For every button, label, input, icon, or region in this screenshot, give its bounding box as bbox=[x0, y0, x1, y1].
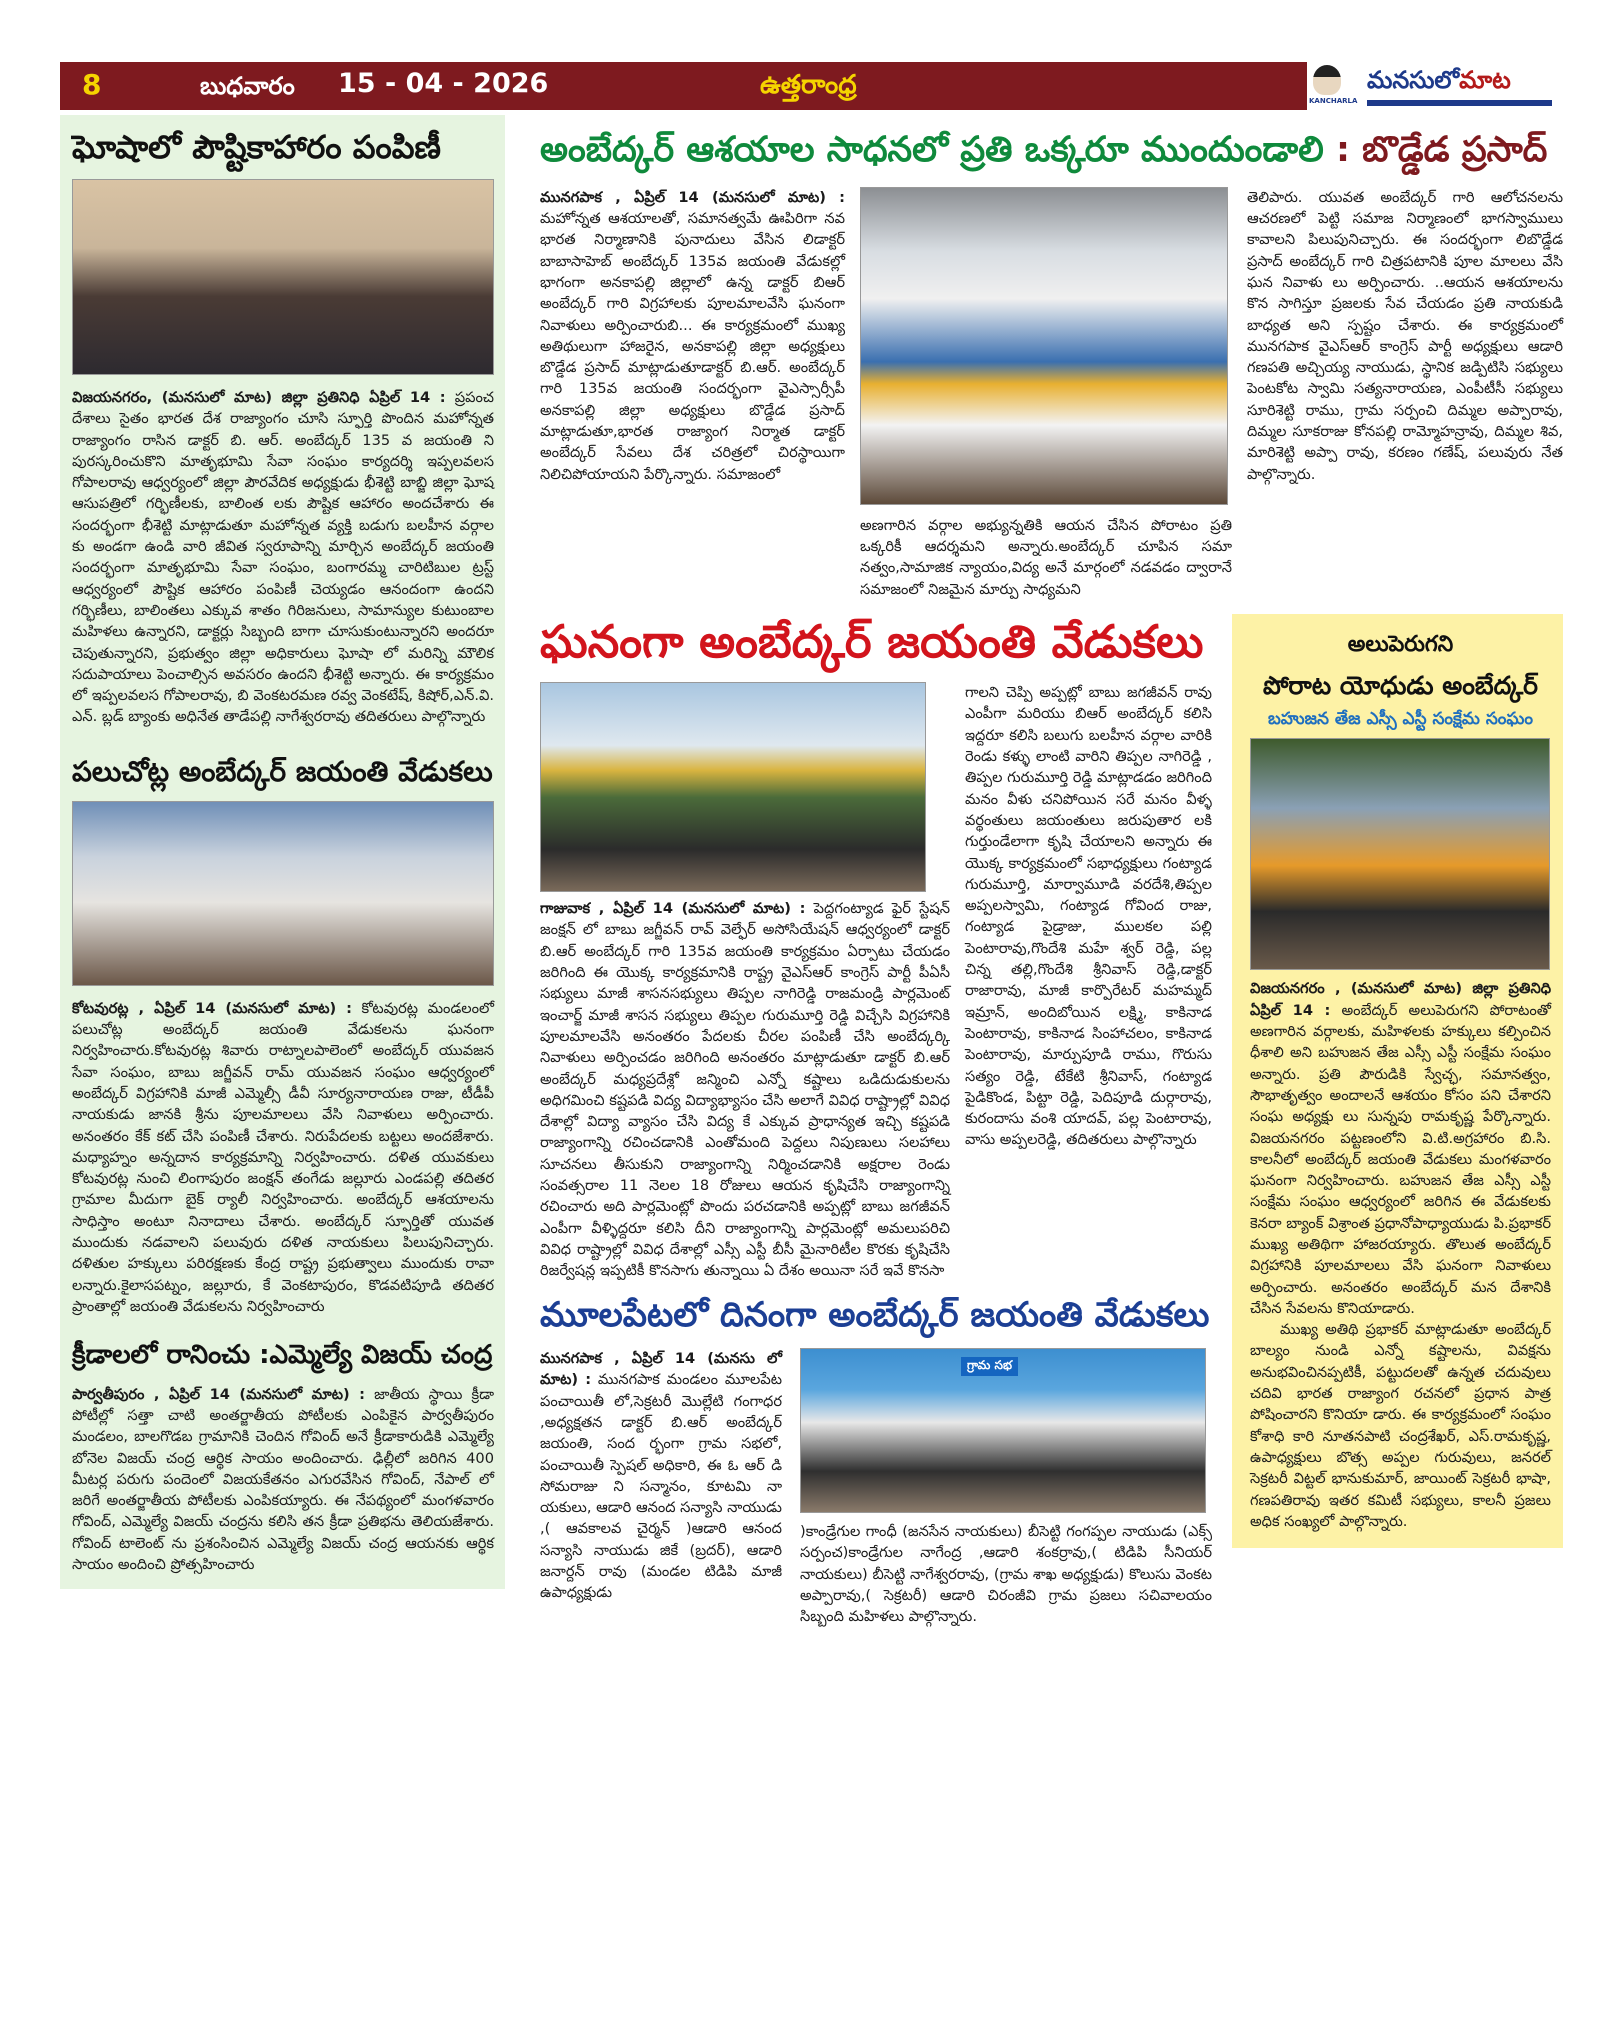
dateline: గాజువాక , ఏప్రిల్ 14 (మనసులో మాట) : bbox=[540, 900, 806, 918]
box-subtitle: బహుజన తేజ ఎస్సీ ఎస్టీ సంక్షేమ సంఘం bbox=[1268, 709, 1533, 730]
lead-headline bbox=[540, 129, 1563, 173]
lead-article bbox=[540, 187, 1563, 600]
article-body: మునగపాక మండలం మూలపేట పంచాయితీ లో,సెక్రటరీ మొల్లేటి గంగాధర ,అధ్యక్షతన డాక్టర్ బి.ఆర్ అంబేద్కర్ జయంతి, సంద ర్భంగా గ్రామ సభలో, పంచాయితీ స్పెషల్ అధికారి, ఈ ఓ ఆర్ డి సోమరాజు ని సన్మానం, కూటమి నా యకులు, ఆడారి ఆనంద సన్యాసి నాయుడు ,( ఆవకాలవ చైర్మన్ )ఆడారి ఆనంద సన్యాసి నాయుడు జికే (బ్రదర్), ఆడారి జనార్దన్ రావు (మండల టిడిపి మాజీ ఉపాధ్యక్షుడు bbox=[540, 1371, 782, 1602]
lead-headline-tail: : బొడ్డేడ ప్రసాద్ bbox=[1335, 130, 1548, 170]
box-title-line1: అలుపెరుగని bbox=[1347, 631, 1454, 657]
dateline: పార్వతీపురం , ఏప్రిల్ 14 (మనసులో మాట) : bbox=[72, 1385, 366, 1403]
photo-cake-cutting bbox=[72, 801, 494, 986]
box-title-line2: పోరాట యోధుడు అంబేద్కర్ bbox=[1262, 670, 1538, 700]
lead-headline-main: అంబేద్కర్ ఆశయాల సాధనలో ప్రతి ఒక్కరూ ముందుండాలి bbox=[540, 130, 1324, 170]
headline-sports: క్రీడాలలో రానించు :ఎమ్మెల్యే విజయ్ చంద్ర bbox=[72, 1340, 493, 1371]
third-article-right: )కాండ్రేగుల గాంధీ (జనసేన నాయకులు) బీసెట్టి గంగప్పల నాయుడు (ఎక్స్ సర్పంచ)కాండ్రేగుల నాగేంద్ర ,ఆడారి శంకర్రావు,( టిడిపి సీనియర్ నాయకులు) బీసెట్టి నాగేశ్వరరావు, (గ్రామ శాఖ అధ్యక్షుడు) కొలుసు వెంకట అప్పారావు,( సెక్రటరీ) ఆడారి చిరంజీవి గ్రామ ప్రజలు సచివాలయం సిబ్బంది మహిళలు పాల్గొన్నారు. bbox=[800, 1523, 1212, 1626]
photo-statue-garlanding bbox=[860, 187, 1228, 505]
second-article bbox=[540, 682, 1212, 1281]
third-article-left bbox=[540, 1348, 782, 1604]
logo-underline bbox=[1367, 100, 1552, 106]
dateline: విజయనగరం , (మనసులో మాట) జిల్లా ప్రతినిధి ఏప్రిల్ 14 : bbox=[1250, 980, 1551, 1019]
second-article-right: గాలని చెప్పి అప్పట్లో బాబు జగజీవన్ రావు ఎంపీగా మరియు బిఆర్ అంబేద్కర్ కలిసి ఇద్దరూ కలిసి బలుగు బలహీన వర్గాల వారికి రెండు కళ్ళు లాంటి వారిని తిప్పల నాగిరెడ్డి , తిప్పల గురుమూర్తి రెడ్డి మాట్లాడడం జరిగింది మనం వీళు చనిపోయిన సరే మనం వీళ్ళ వర్థంతులు జయంతులు జరుపుతార లకి గుర్తుండేలాగా కృషి చేయాలని అన్నారు ఈ యొక్క కార్యక్రమంలో సభాధ్యక్షులు గంట్యాడ గురుమూర్తి, మార్వామూడి వరదేశి,తిప్పల అప్పలస్వామి, గంట్యాడ గోవింద రాజు, గంట్యాడ పైడ్రాజు, ములకల పల్లి పెంటారావు,గొందేశి మహే శ్వర్ రెడ్డి, పల్ల చిన్న తల్లి,గొందేశి శ్రీనివాస్ రెడ్డి,డాక్టర్ రాజారావు, మాజీ కార్పొరేటర్ మహమ్మద్ ఇమ్రాన్, అందిబోయిన లక్ష్మి, కాకినాడ పెంటారావు, కాకినాడ సింహాచలం, కాకినాడ పెంటారావు, మార్పుపూడి రాము, గొరుసు సత్యం రెడ్డి, టేకేటి శ్రీనివాస్, గంట్యాడ పైడికొండ, పిట్టా రెడ్డి, పెదిపూడి దుర్గారావు, కురందాసు వంశి యాదవ్, పల్ల పెంటారావు, వాసు అప్పలరెడ్డి, తదితరులు పాల్గొన్నారు bbox=[965, 684, 1212, 1149]
article-body: జాతీయ స్థాయి క్రీడా పోటీల్లో సత్తా చాటి అంతర్జాతీయ పోటీలకు ఎంపికైన పార్వతీపురం మండలం, బాలగొడబ గ్రామానికి చెందిన గోవింద్ అనే క్రీడాకారుడికి ఎమ్మెల్యే బోనెల విజయ్ చంద్ర ఆర్థిక సాయం అందించారు. ఢిల్లీలో జరిగిన 400 మీటర్ల పరుగు పందెంలో విజయకేతనం ఎగురవేసిన గోవింద్, నేపాల్ లో జరిగే అంతర్జాతీయ పోటీలకు ఎంపికయ్యారు. ఈ నేపథ్యంలో మంగళవారం గోవింద్, ఎమ్మెల్యే విజయ్ చంద్రను కలిసి తన క్రీడా ప్రతిభను తెలియజేశారు. గోవింద్ టాలెంట్ ను ప్రశంసించిన ఎమ్మెల్యే విజయ్ చంద్ర ఆయనకు ఆర్థిక సాయం అందించి ప్రోత్సహించారు bbox=[72, 1385, 494, 1574]
article-parvathipuram bbox=[72, 1384, 494, 1576]
article-body: అంబేద్కర్ అలుపెరుగని పోరాటంతో అణగారిన వర్గాలకు, మహిళలకు హక్కులు కల్పించిన ధీశాలి అని బహుజన తేజ ఎస్సీ ఎస్టీ సంక్షేమ సంఘం అన్నారు. ప్రతి పౌరుడికి స్వేచ్ఛ, సమానత్వం, సౌభాతృత్వం అందాలనే ఆశయం కోసం పని చేశారని సంఘ అధ్యక్షు లు సున్నపు రామకృష్ణ పేర్కొన్నారు. విజయనగరం పట్టణంలోని వి.టి.అగ్రహారం బి.సి. కాలనీలో అంబేద్కర్ జయంతి వేడుకలు మంగళవారం ఘనంగా నిర్వహించారు. బహుజన తేజ ఎస్సీ ఎస్టీ సంక్షేమ సంఘం ఆధ్వర్యంలో జరిగిన ఈ వేడుకలకు కెనరా బ్యాంక్ విశ్రాంత ప్రధానోపాధ్యాయుడు పి.ప్రభాకర్ ముఖ్య అతిథిగా హాజరయ్యారు. తొలుత అంబేద్కర్ విగ్రహానికి పూలమాలలు వేసి ఘనంగా నివాళులు అర్పించారు. అనంతరం అంబేద్కర్ మన దేశానికి చేసిన సేవలను కొనియాడారు. bbox=[1250, 1001, 1552, 1317]
weekday: బుధవారం bbox=[200, 72, 295, 100]
second-photo-block bbox=[540, 682, 950, 1281]
article-body: మహోన్నత ఆశయాలతో, సమానత్వమే ఊపిరిగా నవ భారత నిర్మాణానికి పునాదులు వేసిన లిడాక్టర్ బాబాసాహెబ్ అంబేద్కర్ 135వ జయంతి వేడుకల్లో భాగంగా అనకాపల్లి జిల్లాలో ఉన్న డాక్టర్ బిఆర్ అంబేద్కర్ గారి విగ్రహాలకు పూలమాలవేసి ఘనంగా నివాళులు అర్పించారుబి... ఈ కార్యక్రమంలో ముఖ్య అతిథులుగా హాజరైన, అనకాపల్లి జిల్లా అధ్యక్షులు బొడ్డేడ ప్రసాద్ మాట్లాడుతూడాక్టర్ బి.ఆర్. అంబేద్కర్ గారి 135వ జయంతి సందర్భంగా వైఎస్సార్సీపీ అనకాపల్లి జిల్లా అధ్యక్షులు బొడ్డేడ ప్రసాద్ మాట్లాడుతూ,భారత రాజ్యాంగ నిర్మాత డాక్టర్ అంబేద్కర్ సేవలు దేశ చరిత్రలో చిరస్థాయిగా నిలిచిపోయాయని పేర్కొన్నారు. సమాజంలో bbox=[540, 210, 845, 483]
issue-date: 15 - 04 - 2026 bbox=[338, 68, 549, 99]
lead-article-col3: తెలిపారు. యువత అంబేద్కర్ గారి ఆలోచనలను ఆచరణలో పెట్టి సమాజ నిర్మాణంలో భాగస్వాములు కావాలని పిలుపునిచ్చారు. ఈ సందర్భంగా లిబొడ్డేడ ప్రసాద్ అంబేద్కర్ గారి చిత్రపటానికి పూల మాలలు వేసి ఘన నివాళు లు అర్పించారు. ..ఆయన ఆశయాలను కొన సాగిస్తూ ప్రజలకు సేవ చేయడం ప్రతి నాయకుడి బాధ్యత అని స్పష్టం చేశారు. ఈ కార్యక్రమంలో మునగపాక వైఎస్ఆర్ కాంగ్రెస్ పార్టీ అధ్యక్షులు ఆడారి గణపతి అచ్చియ్య నాయుడు, స్థానిక జడ్పిటిసి సభ్యులు పెంటకోట స్వామి సత్యనారాయణ, ఎంపీటీసీ సభ్యులు సూరిశెట్టి రాము, గ్రామ సర్పంచి దిమ్మల అప్పారావు, దిమ్మల సూకరాజు కోనపల్లి రామ్మోహన్రావు, దిమ్మల శివ, మారిశెట్టి అప్పా రావు, కరణం గణేష్, పలువురు నేత పాల్గొన్నారు. bbox=[1247, 188, 1563, 483]
article-body-2: ముఖ్య అతిథి ప్రభాకర్ మాట్లాడుతూ అంబేద్కర్ బాల్యం నుండి ఎన్నో కష్టాలను, వివక్షను అనుభవించినప్పటికీ, పట్టుదలతో ఉన్నత చదువులు చదివి భారత రాజ్యాంగ రచనలో ప్రధాన పాత్ర పోషించారని కొనియా డారు. ఈ కార్యక్రమంలో సంఘం కోశాధి కారి నూతనపాటి చంద్రశేఖర్, ఎస్.రామకృష్ణ, ఉపాధ్యక్షులు బొత్స అప్పల గురువులు, జనరల్ సెక్రటరీ విట్టల్ భానుకుమార్, జాయింట్ సెక్రటరీ భాషా, గణపతిరావు ఇతర కమిటీ సభ్యులు, కాలనీ ప్రజలు అధిక సంఖ్యలో పాల్గొన్నారు. bbox=[1250, 1321, 1551, 1530]
lower-area bbox=[540, 614, 1563, 1628]
article-body: కోటవురట్ల మండలంలో పలుచోట్ల అంబేద్కర్ జయంతి వేడుకలను ఘనంగా నిర్వహించారు.కోటవురట్ల శివారు రాట్నాలపాలెంలో అంబేద్కర్ యువజన సేవా సంఘం, బాబు జగ్జీవన్ రామ్ యువజన సంఘం ఆధ్వర్యంలో అంబేద్కర్ విగ్రహానికి మాజీ ఎమ్మెల్సీ డీవీ సూర్యనారాయణ రాజు, టీడీపీ నాయకుడు జానకి శ్రీను పూలమాలలు వేసి నివాళులు అర్పించారు. అనంతరం కేక్ కట్ చేసి పంపిణీ చేశారు. నిరుపేదలకు బట్టలు అందజేశారు. మధ్యాహ్నం అన్నదాన కార్యక్రమాన్ని నిర్వహించారు. దళిత యువకులు కోటవురట్ల నుంచి లింగాపురం జంక్షన్ తంగేడు జల్లూరు ఎండపల్లి తదితర గ్రామాల మీదుగా బైక్ ర్యాలీ నిర్వహించారు. అంబేద్కర్ ఆశయాలను సాధిస్తాం అంటూ నినాదాలు చేశారు. అంబేద్కర్ స్ఫూర్తితో యువత ముందుకు నడవాలని పలువురు దళిత నాయకులు పిలుపునిచ్చారు. దళితుల హక్కులు పరిరక్షణకు కేంద్ర రాష్ట్ర ప్రభుత్వాలు ముందుకు రావా లన్నారు.కైలాసపట్నం, జల్లూరు, కే వెంకటాపురం, కొడవటిపూడి తదితర ప్రాంతాల్లో జయంతి వేడుకలను నిర్వహించారు bbox=[72, 999, 495, 1315]
logo-text-a: మనసులో bbox=[1367, 66, 1460, 94]
third-headline: మూలపేటలో దినంగా అంబేద్కర్ జయంతి వేడుకలు bbox=[540, 1294, 1210, 1335]
second-article-body bbox=[540, 898, 950, 1281]
dateline: కోటవురట్ల , ఏప్రిల్ 14 (మనసులో మాట) : bbox=[72, 999, 352, 1017]
center-column bbox=[540, 614, 1212, 1628]
box-article bbox=[1250, 978, 1551, 1532]
headline-ghosha: ఘోషాలో పౌష్టికాహారం పంపిణీ bbox=[72, 128, 441, 166]
lead-photo-block bbox=[860, 187, 1232, 600]
photo-mulapeta-gram-sabha bbox=[800, 1348, 1206, 1513]
lead-article-col2: అణగారిన వర్గాల అభ్యున్నతికి ఆయన చేసిన పోరాటం ప్రతి ఒక్కరికీ ఆదర్శమని అన్నారు.అంబేద్కర్ చూపిన సమా నత్వం,సామాజిక న్యాయం,విద్య అనే మార్గంలో నడవడం ద్వారానే సమాజంలో నిజమైన మార్పు సాధ్యమని bbox=[860, 516, 1232, 598]
photo-hospital-distribution bbox=[72, 179, 494, 375]
page-number: 8 bbox=[82, 68, 102, 101]
lead-article-col1 bbox=[540, 187, 845, 485]
portrait-icon bbox=[1313, 65, 1341, 95]
region-label: ఉత్తరాంధ్ర bbox=[760, 70, 857, 100]
third-article bbox=[540, 1348, 1212, 1627]
article-ghosha bbox=[72, 387, 494, 728]
masthead-bar bbox=[60, 62, 1563, 110]
right-area bbox=[540, 115, 1563, 1628]
photo-gajuwaka-event bbox=[540, 682, 926, 892]
sidebar-box-ambedkar bbox=[1232, 614, 1563, 1548]
article-body: పెద్దగంట్యాడ ఫైర్ స్టేషన్ జంక్షన్ లో బాబు జగ్జీవన్ రావ్ వెల్ఫేర్ అసోసియేషన్ ఆధ్వర్యంలో డాక్టర్ బి.ఆర్ అంబేద్కర్ గారి 135వ జయంతి కార్యక్రమం ఏర్పాటు చేయడం జరిగింది ఈ యొక్క కార్యక్రమానికి రాష్ట్ర వైఎస్ఆర్ కాంగ్రెస్ పార్టీ పీఏసీ సభ్యులు మాజీ శాసనసభ్యులు తిప్పల నాగిరెడ్డి రాజమండ్రి పార్లమెంట్ ఇంచార్జ్ మాజీ శాసన సభ్యులు తిప్పల గురుమూర్తి రెడ్డి విచ్చేసి విగ్రహానికి పూలమాలవేసి అనంతరం పేదలకు చీరల పంపిణీ చేసి అంబేద్కర్కి నివాళులు అర్పించడం జరిగింది అనంతరం మాట్లాడుతూ డాక్టర్ బి.ఆర్ అంబేద్కర్ మధ్యప్రదేశ్లో జన్మించి ఎన్నో కష్టాలు ఒడిదుడుకులను అధిగమించి కష్టపడి విద్య విద్యాభ్యాసం చేసి అలాగే వివిధ రాష్ట్రాల్లో వివిధ దేశాల్లో విద్యా వ్యాసం చేసి విద్య కే ఎక్కువ ప్రాధాన్యత ఇచ్చి కష్టపడి రాజ్యాంగాన్ని రచించడానికి ఎంతోమంది పెద్దలు నిపుణులు సలహాలు సూచనలు తీసుకుని రాజ్యాంగాన్ని నిర్మించడానికి అక్షరాల రెండు సంవత్సరాల 11 నెలల 18 రోజులు ఆయన కృషిచేసి రాజ్యాంగాన్ని రచించారు అది పార్లమెంట్లో పొందు పరచడానికి అప్పట్లో బాబు జగజీవన్ ఎంపీగా వీళ్ళిద్దరూ కలిసి దీని రాజ్యాంగాన్ని పార్లమెంట్లో అమలుపరిచి వివిధ రాష్ట్రాల్లో వివిధ దేశాల్లో ఎస్సీ ఎస్టీ బీసీ మైనారిటీల కొరకు కృషిచేసి రిజర్వేషన్ల ఇప్పటికీ కొనసాగు తున్నాయి ఏ దేశం అయినా సరే ఇవే కొనసా bbox=[540, 900, 950, 1280]
headline-paluchotla: పలుచోట్ల అంబేద్కర్ జయంతి వేడుకలు bbox=[72, 754, 493, 788]
dateline: మునగపాక , ఏప్రిల్ 14 (మనసు లో మాట) : bbox=[540, 1350, 782, 1389]
photo-statue-tribute bbox=[1250, 738, 1550, 970]
banner-text: గ్రామ సభ bbox=[961, 1357, 1018, 1376]
logo-text-b: మాట bbox=[1459, 66, 1511, 94]
second-headline: ఘనంగా అంబేద్కర్ జయంతి వేడుకలు bbox=[540, 614, 1204, 668]
logo-caption: KANCHARLA bbox=[1309, 97, 1358, 105]
third-photo-block bbox=[800, 1348, 1212, 1627]
page-body bbox=[60, 115, 1563, 1628]
logo-text bbox=[1367, 64, 1511, 96]
dateline: మునగపాక , ఏప్రిల్ 14 (మనసులో మాట) : bbox=[540, 188, 845, 206]
article-body: ప్రపంచ దేశాలు సైతం భారత దేశ రాజ్యాంగం చూసి స్ఫూర్తి పొందిన మహోన్నత రాజ్యాంగం రాసిన డాక్టర్ బి. ఆర్. అంబేద్కర్ 135 వ జయంతి ని పురస్కరించుకొని మాతృభూమి సేవా సంఘం కార్యదర్శి ఇప్పలవలస గోపాలరావు ఆధ్వర్యంలో జిల్లా పౌరవేదిక అధ్యక్షుడు భీశెట్టి బాబ్జి జిల్లా ఘోష ఆసుపత్రిలో గర్భిణీలకు, బాలింత లకు పౌష్టిక ఆహారం అందచేశారు ఈ సందర్భంగా భీశెట్టి మాట్లాడుతూ మహోన్నత వ్యక్తి బడుగు బలహీన వర్గాల కు అండగా ఉండి వారి జీవిత స్వరూపాన్ని మార్చిన అంబేద్కర్ జయంతి సందర్భంగా మాతృభూమి సేవా సంఘం, బంగారమ్మ చారిటిబుల ట్రస్ట్ ఆధ్వర్యంలో పౌష్టిక ఆహారం పంపిణీ చెయ్యడం ఆనందంగా ఉందని గర్భిణీలు, బాలింతలు ఎక్కువ శాతం గిరిజనులు, సామాన్యుల కుటుంబాల మహిళలు ఉన్నారని, డాక్టర్లు సిబ్బంది బాగా చూసుకుంటున్నారని అందరూ చెపుతున్నారని, ప్రభుత్వం జిల్లా అధికారులు ఘోషా లో మరిన్ని మౌలిక సదుపాయాలు పెంచాల్సిన అవసరం ఉందని భీశెట్టి అన్నారు. ఈ కార్యక్రమం లో ఇప్పలవలస గోపాలరావు, బి వెంకటరమణ రవ్వ వెంకటేష్, కిషోర్,ఎన్.వి. ఎన్. బ్లడ్ బ్యాంకు అధినేత తాడేపల్లి నాగేశ్వరరావు తదితరులు పాల్గొన్నారు bbox=[72, 389, 494, 726]
left-column bbox=[60, 115, 505, 1589]
article-kotavuratla bbox=[72, 998, 494, 1317]
dateline: విజయనగరం, (మనసులో మాట) జిల్లా ప్రతినిధి ఏప్రిల్ 14 : bbox=[72, 389, 446, 406]
newspaper-logo bbox=[1305, 62, 1563, 110]
